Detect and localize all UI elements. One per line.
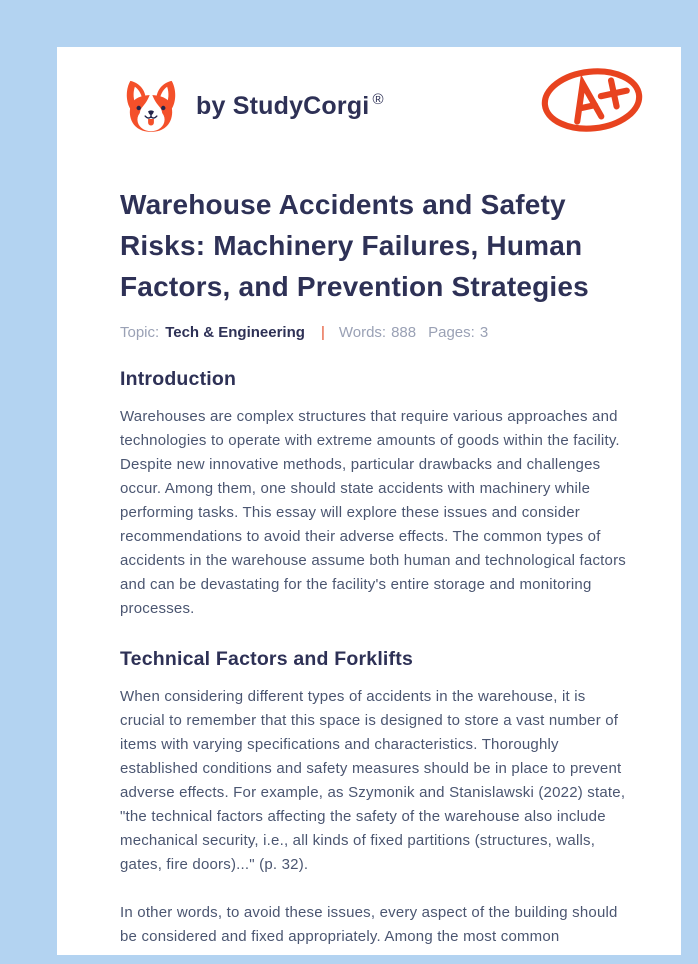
header [120, 62, 629, 140]
words-count [339, 324, 416, 341]
pages-count [428, 324, 488, 341]
document-meta [120, 324, 629, 341]
essay-body [120, 368, 629, 949]
topic-link[interactable]: Tech & Engineering [165, 324, 305, 341]
paragraph: In other words, to avoid these issues, every aspect of the building should be considered and fixed appropriately. Among the most common [120, 904, 618, 945]
document-card [57, 47, 681, 955]
pages-value: 3 [479, 324, 489, 341]
a-plus-grade-icon [539, 62, 645, 138]
words-label: Words: [338, 324, 387, 341]
card-content [57, 47, 681, 949]
brand-name-text: by StudyCorgi ® [196, 90, 384, 120]
meta-separator: | [320, 324, 325, 341]
corgi-mascot-icon [120, 76, 182, 140]
a-plus-grade-badge [539, 62, 645, 138]
paragraph: Warehouses are complex structures that require various approaches and technologies to operate with extreme amounts of goods within the facility. Despite new innovative methods, particular drawbacks and challenges occur. Among them, one should state accidents with machinery while performing tasks. This essay will explore these issues and consider recommendations to avoid their adverse effects. The common types of accidents in the warehouse assume both human and technological factors and can be devastating for the facility's entire storage and monitoring processes. [120, 408, 626, 617]
studycorgi-logo-link[interactable] [120, 76, 384, 140]
words-value: 888 [391, 324, 417, 341]
topic-label: Topic: [120, 324, 160, 341]
section-heading-technical-factors: Technical Factors and Forklifts [120, 648, 413, 670]
paragraph: When considering different types of accidents in the warehouse, it is crucial to remember that this space is designed to store a vast number of items with varying specifications and characteristics. Thoroughly established conditions and safety measures should be in place to prevent adverse effects. For example, as Szymonik and Stanislawski (2022) state, "the technical factors affecting the safety of the warehouse also include mechanical security, i.e., all kinds of fixed partitions (structures, walls, gates, fire doors)..." (p. 32). [120, 688, 626, 873]
registered-trademark-symbol: ® [372, 90, 384, 108]
pages-label: Pages: [428, 324, 475, 341]
section-heading-introduction: Introduction [120, 368, 237, 390]
page-title: Warehouse Accidents and Safety Risks: Machinery Failures, Human Factors, and Prevention Strategies [120, 189, 589, 302]
